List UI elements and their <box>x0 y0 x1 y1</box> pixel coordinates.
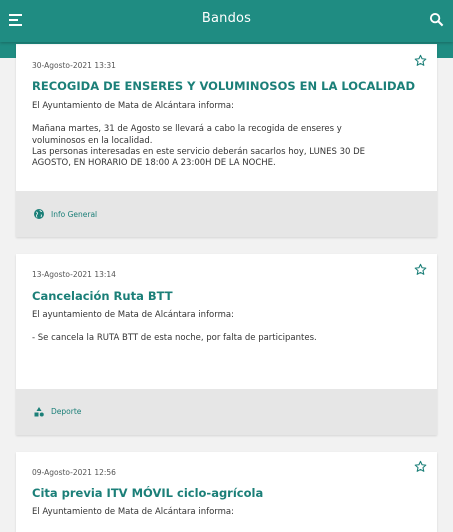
post-card[interactable] <box>16 452 437 532</box>
post-body-line: Mañana martes, 31 de Agosto se llevará a cabo la recogida de enseres y <box>32 124 342 134</box>
app-bar <box>0 0 453 42</box>
star-icon[interactable] <box>414 263 427 276</box>
post-category: Info General <box>51 210 98 219</box>
post-date: 30-Agosto-2021 13:31 <box>32 61 116 70</box>
post-body-line: - Se cancela la RUTA BTT de esta noche, por falta de participantes. <box>32 333 317 343</box>
post-body-line: voluminosos en la localidad. <box>32 136 153 146</box>
post-title: RECOGIDA DE ENSERES Y VOLUMINOSOS EN LA LOCALIDAD <box>32 79 415 93</box>
search-icon[interactable] <box>429 12 444 27</box>
star-icon[interactable] <box>414 54 427 67</box>
post-body-line: AGOSTO, EN HORARIO DE 18:00 A 23:00H DE LA NOCHE. <box>32 158 276 168</box>
shapes-icon <box>33 406 45 418</box>
post-title: Cancelación Ruta BTT <box>32 289 173 303</box>
post-body-line: El Ayuntamiento de Mata de Alcántara informa: <box>32 101 234 111</box>
post-card[interactable] <box>16 44 437 237</box>
globe-icon <box>33 208 45 220</box>
post-category-bar[interactable] <box>16 191 437 237</box>
post-date: 13-Agosto-2021 13:14 <box>32 270 116 279</box>
app-title: Bandos <box>201 11 252 26</box>
post-category: Deporte <box>51 407 82 416</box>
post-title: Cita previa ITV MÓVIL ciclo-agrícola <box>32 486 264 500</box>
post-body-line: Las personas interesadas en este servicio deberán sacarlos hoy, LUNES 30 DE <box>32 147 366 157</box>
post-category-bar[interactable] <box>16 389 437 435</box>
post-date: 09-Agosto-2021 12:56 <box>32 468 116 477</box>
post-body-line: El Ayuntamiento de Mata de Alcántara informa: <box>32 507 234 517</box>
post-card[interactable] <box>16 254 437 435</box>
star-icon[interactable] <box>414 460 427 473</box>
post-body-line: El ayuntamiento de Mata de Alcántara informa: <box>32 310 234 320</box>
